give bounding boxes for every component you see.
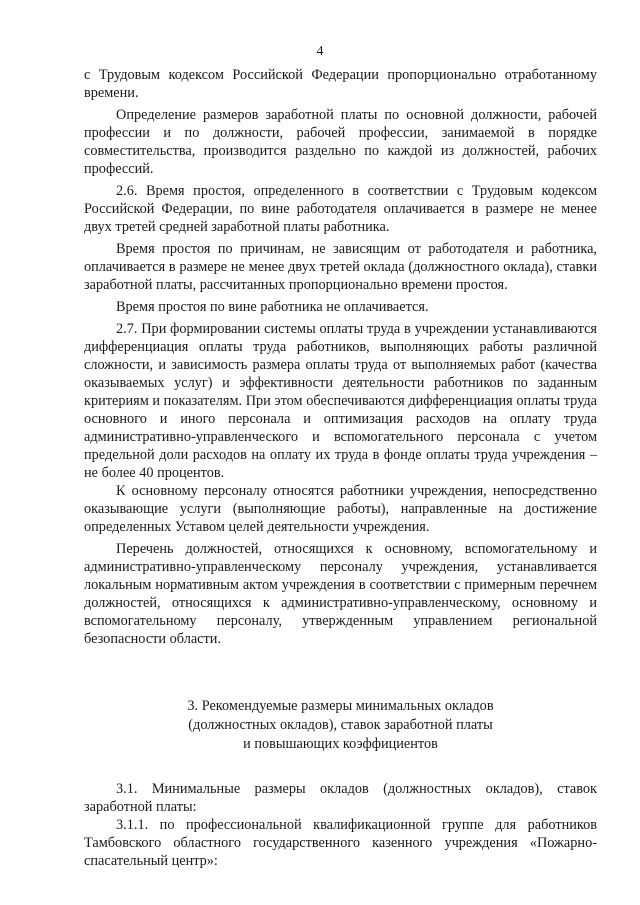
paragraph-staff-list: Перечень должностей, относящихся к основному, вспомогательному и административно-управленческому персоналу учреждения, устанавливается локальным нормативным актом учреждения в соответствии с примерным перечнем должностей, относящихся к административно-управленческому, основному и вспомогательному персоналу, утвержденным управлением региональной безопасности области. bbox=[84, 541, 597, 647]
paragraph-continuation: с Трудовым кодексом Российской Федерации пропорционально отработанному времени. bbox=[84, 67, 597, 101]
paragraph-downtime-employee: Время простоя по вине работника не оплачивается. bbox=[116, 299, 429, 315]
paragraph-3-1-1: 3.1.1. по профессиональной квалификационной группе для работников Тамбовского областного государственного казенного учреждения «Пожарно-спасательный центр»: bbox=[84, 817, 597, 869]
heading-line: и повышающих коэффициентов bbox=[243, 736, 438, 752]
paragraph-salary-determination: Определение размеров заработной платы по основной должности, рабочей профессии и по должности, рабочей профессии, занимаемой в порядке совместительства, производится раздельно по каждой из должностей, рабочих профессий. bbox=[84, 107, 597, 177]
page-number: 4 bbox=[316, 44, 324, 59]
paragraph-main-staff: К основному персоналу относятся работники учреждения, непосредственно оказывающие услуги (выполняющие работы), направленные на достижение определенных Уставом целей деятельности учреждения. bbox=[84, 483, 597, 535]
paragraph-2-7: 2.7. При формировании системы оплаты труда в учреждении устанавливаются дифференциация оплаты труда работников, выполняющих работы различной сложности, и зависимость размера оплаты труда от выполняемых работ (качества оказываемых услуг) и эффективности деятельности работников по заданным критериям и показателям. При этом обеспечиваются дифференциация оплаты труда основного и иного персонала и оптимизация расходов на оплату труда административно-управленческого и вспомогательного персонала с учетом предельной доли расходов на оплату их труда в фонде оплаты труда учреждения – не более 40 процентов. bbox=[84, 321, 597, 481]
section-3-heading bbox=[84, 697, 597, 754]
paragraph-3-1: 3.1. Минимальные размеры окладов (должностных окладов), ставок заработной платы: bbox=[84, 781, 597, 815]
paragraph-downtime-independent: Время простоя по причинам, не зависящим от работодателя и работника, оплачивается в размере не менее двух третей оклада (должностного оклада), ставки заработной платы, рассчитанных пропорционально времени простоя. bbox=[84, 241, 597, 293]
document-body bbox=[84, 66, 597, 870]
heading-line: (должностных окладов), ставок заработной платы bbox=[188, 717, 493, 733]
paragraph-2-6: 2.6. Время простоя, определенного в соответствии с Трудовым кодексом Российской Федерации, по вине работодателя оплачивается в размере не менее двух третей средней заработной платы работника. bbox=[84, 183, 597, 235]
heading-line: 3. Рекомендуемые размеры минимальных окладов bbox=[187, 698, 494, 714]
